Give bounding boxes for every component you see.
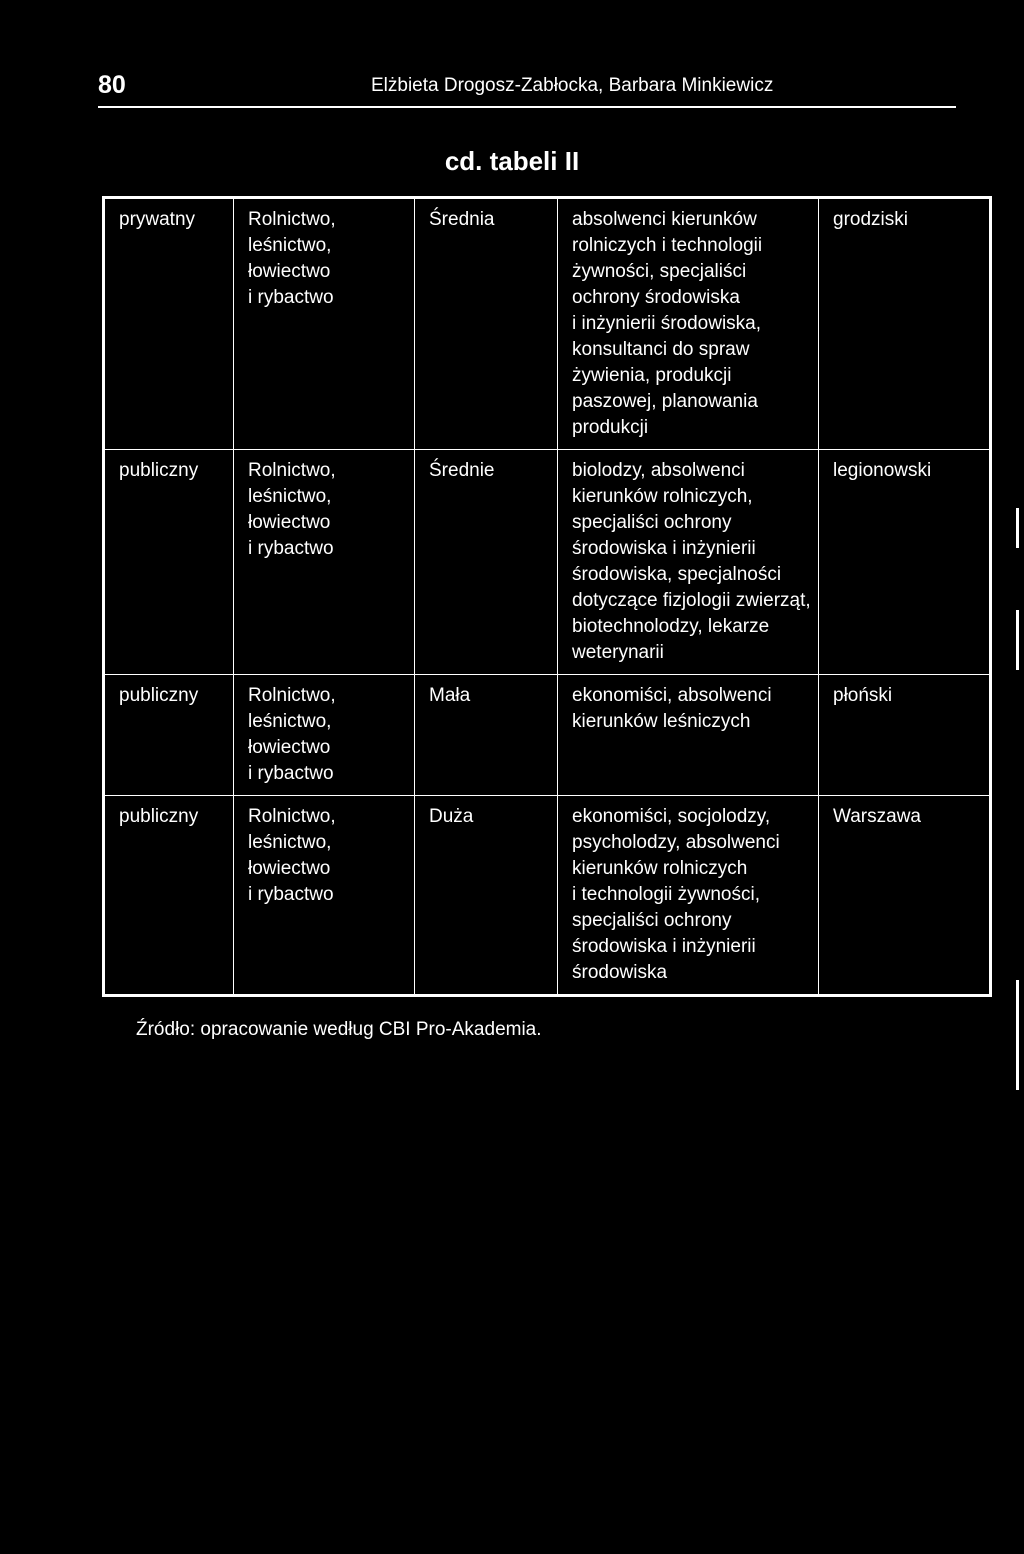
- source-note: Źródło: opracowanie według CBI Pro-Akademia.: [136, 1019, 542, 1040]
- profession-line: środowiska: [572, 962, 668, 983]
- cell-ownership-type: publiczny: [105, 450, 234, 675]
- cell-professions: [558, 450, 819, 675]
- profession-line: biotechnolodzy, lekarze: [572, 616, 770, 637]
- cell-county: Warszawa: [819, 796, 990, 995]
- profession-line: i inżynierii środowiska,: [572, 313, 762, 334]
- cell-sector: [234, 675, 415, 796]
- sector-line: i rybactwo: [248, 884, 334, 905]
- profession-line: psycholodzy, absolwenci: [572, 832, 780, 853]
- sector-line: łowiectwo: [248, 737, 331, 758]
- sector-line: Rolnictwo,: [248, 806, 336, 827]
- profession-line: konsultanci do spraw: [572, 339, 750, 360]
- profession-line: środowiska i inżynierii: [572, 538, 756, 559]
- header-rule: [98, 106, 956, 108]
- sector-line: leśnictwo,: [248, 235, 332, 256]
- sector-line: Rolnictwo,: [248, 685, 336, 706]
- profession-line: dotyczące fizjologii zwierząt,: [572, 590, 811, 611]
- profession-line: kierunków rolniczych: [572, 858, 748, 879]
- profession-line: żywienia, produkcji: [572, 365, 732, 386]
- profession-line: produkcji: [572, 417, 649, 438]
- sector-line: Rolnictwo,: [248, 209, 336, 230]
- profession-line: kierunków leśniczych: [572, 711, 751, 732]
- sector-line: Rolnictwo,: [248, 460, 336, 481]
- sector-line: i rybactwo: [248, 763, 334, 784]
- cell-county: legionowski: [819, 450, 990, 675]
- profession-line: paszowej, planowania: [572, 391, 758, 412]
- profession-line: specjaliści ochrony: [572, 512, 732, 533]
- running-header-authors: Elżbieta Drogosz-Zabłocka, Barbara Minkiewicz: [371, 75, 774, 96]
- profession-line: ekonomiści, absolwenci: [572, 685, 772, 706]
- cell-company-size: Duża: [415, 796, 558, 995]
- table-row: [105, 199, 989, 450]
- cell-county: płoński: [819, 675, 990, 796]
- profession-line: środowiska, specjalności: [572, 564, 782, 585]
- profession-line: absolwenci kierunków: [572, 209, 757, 230]
- sector-line: leśnictwo,: [248, 832, 332, 853]
- table-row: [105, 450, 989, 675]
- sector-line: i rybactwo: [248, 538, 334, 559]
- table-caption: cd. tabeli II: [444, 146, 580, 176]
- cell-company-size: Średnia: [415, 199, 558, 450]
- table-row: [105, 675, 989, 796]
- cell-ownership-type: publiczny: [105, 796, 234, 995]
- profession-line: żywności, specjaliści: [572, 261, 747, 282]
- profession-line: ochrony środowiska: [572, 287, 740, 308]
- sector-line: łowiectwo: [248, 858, 331, 879]
- profession-line: i technologii żywności,: [572, 884, 760, 905]
- cell-sector: [234, 796, 415, 995]
- cell-professions: [558, 796, 819, 995]
- profession-line: specjaliści ochrony: [572, 910, 732, 931]
- data-table: [102, 196, 992, 997]
- profession-line: rolniczych i technologii: [572, 235, 763, 256]
- sector-line: leśnictwo,: [248, 711, 332, 732]
- profession-line: kierunków rolniczych,: [572, 486, 753, 507]
- cell-company-size: Mała: [415, 675, 558, 796]
- scan-edge-marks: [1016, 500, 1020, 1090]
- cell-professions: [558, 199, 819, 450]
- sector-line: łowiectwo: [248, 512, 331, 533]
- cell-ownership-type: publiczny: [105, 675, 234, 796]
- profession-line: biolodzy, absolwenci: [572, 460, 745, 481]
- sector-line: łowiectwo: [248, 261, 331, 282]
- table-row: [105, 796, 989, 995]
- cell-county: grodziski: [819, 199, 990, 450]
- profession-line: weterynarii: [572, 642, 664, 663]
- cell-sector: [234, 199, 415, 450]
- cell-company-size: Średnie: [415, 450, 558, 675]
- cell-professions: [558, 675, 819, 796]
- sector-line: i rybactwo: [248, 287, 334, 308]
- page-number: 80: [98, 71, 126, 99]
- sector-line: leśnictwo,: [248, 486, 332, 507]
- cell-sector: [234, 450, 415, 675]
- profession-line: ekonomiści, socjolodzy,: [572, 806, 771, 827]
- cell-ownership-type: prywatny: [119, 209, 196, 230]
- profession-line: środowiska i inżynierii: [572, 936, 756, 957]
